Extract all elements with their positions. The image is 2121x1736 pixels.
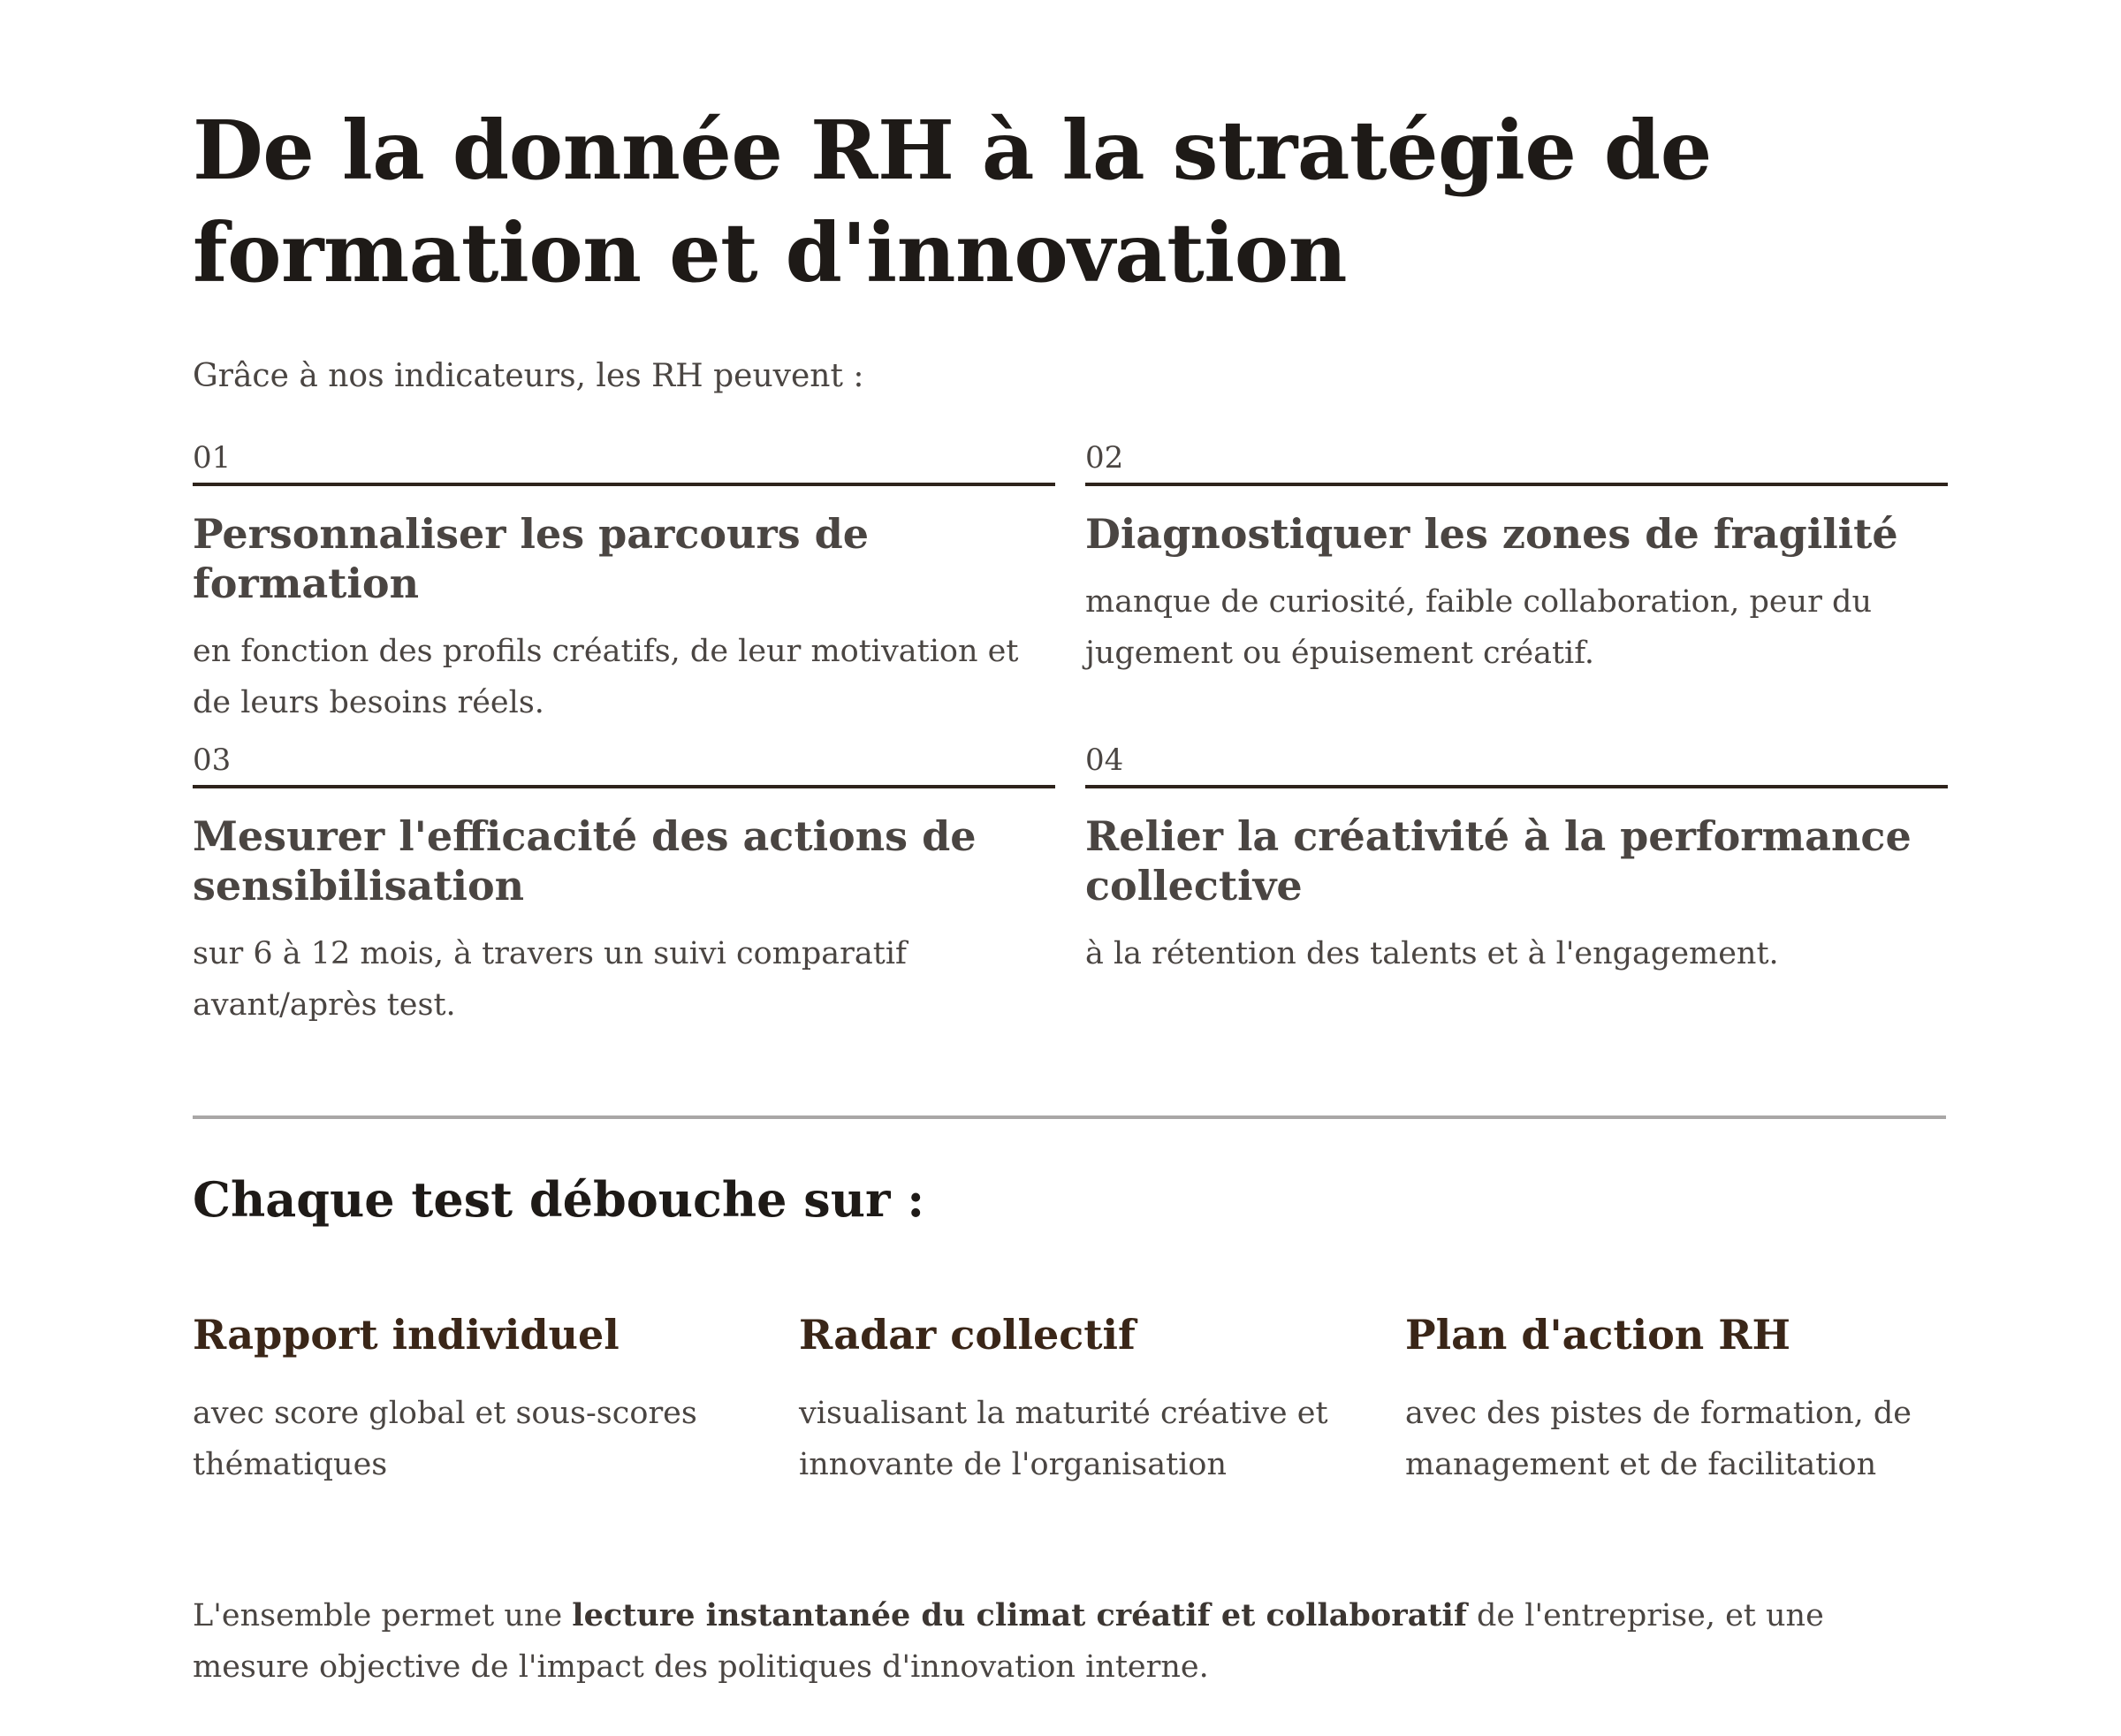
benefit-number: 03: [193, 742, 232, 778]
benefit-description: en fonction des profils créatifs, de leur motivation et de leurs besoins réels.: [193, 634, 1019, 720]
benefit-title: Diagnostiquer les zones de fragilité: [1085, 510, 1898, 558]
benefit-number: 04: [1085, 742, 1124, 778]
benefit-number: 01: [193, 440, 232, 476]
section-divider: [193, 1115, 1946, 1119]
closing-text-end: de l'entreprise, et une mesure objective de l'impact des politiques d'innovation interne.: [193, 1598, 1824, 1685]
benefit-description: sur 6 à 12 mois, à travers un suivi comparatif avant/après test.: [193, 936, 907, 1023]
benefit-item: [193, 440, 1055, 728]
outcome-card: [193, 1308, 741, 1490]
closing-emphasis: lecture instantanée du climat créatif et collaboratif: [572, 1597, 1467, 1633]
benefit-item: [1085, 440, 1948, 679]
outcome-card: [799, 1308, 1347, 1490]
benefit-description: à la rétention des talents et à l'engagement.: [1085, 936, 1779, 971]
benefit-rule: [193, 483, 1055, 486]
benefit-description: manque de curiosité, faible collaboration, peur du jugement ou épuisement créatif.: [1085, 584, 1872, 671]
benefit-rule: [193, 785, 1055, 788]
closing-text-start: L'ensemble permet une: [193, 1598, 573, 1633]
benefit-title: Mesurer l'efficacité des actions de sensibilisation: [193, 812, 977, 910]
benefit-title: Relier la créativité à la performance collective: [1085, 812, 1912, 910]
outcome-description: visualisant la maturité créative et innovante de l'organisation: [799, 1396, 1328, 1482]
benefit-rule: [1085, 785, 1948, 788]
benefit-title: Personnaliser les parcours de formation: [193, 510, 870, 607]
benefit-number: 02: [1085, 440, 1124, 476]
outcome-title: Plan d'action RH: [1405, 1311, 1790, 1359]
outcome-title: Radar collectif: [799, 1311, 1136, 1359]
page-title: De la donnée RH à la stratégie de formation et d'innovation: [193, 103, 1712, 301]
outcome-card: [1405, 1308, 1953, 1490]
benefit-item: [1085, 742, 1948, 979]
closing-paragraph: [193, 1590, 1946, 1693]
outcome-description: avec des pistes de formation, de management et de facilitation: [1405, 1396, 1912, 1482]
outcome-title: Rapport individuel: [193, 1311, 620, 1359]
benefit-rule: [1085, 483, 1948, 486]
outcomes-heading: Chaque test débouche sur :: [193, 1171, 925, 1228]
intro-text: Grâce à nos indicateurs, les RH peuvent :: [193, 358, 864, 394]
outcome-description: avec score global et sous-scores thématiques: [193, 1396, 697, 1482]
benefit-item: [193, 742, 1055, 1031]
